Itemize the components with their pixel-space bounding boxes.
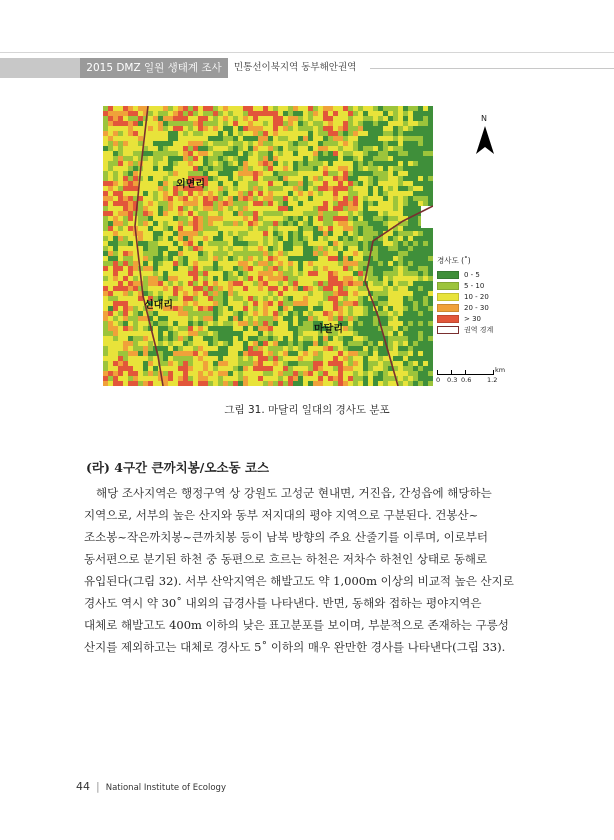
figure-caption: 그림 31. 마달리 일대의 경사도 분포 — [224, 404, 390, 416]
north-label: N — [481, 114, 487, 123]
scale-bar — [437, 366, 507, 386]
body-line: 조소봉~작은까치봉~큰까치봉 등이 남북 방향의 주요 산줄기를 이루며, 이로부터 — [84, 530, 488, 544]
body-line: 유입된다(그림 32). 서부 산악지역은 해발고도 약 1,000m 이상의 비교적 높은 산지로 — [84, 574, 514, 588]
place-label-sindae: 신대리 — [144, 300, 173, 311]
scale-label: 1.2 — [487, 376, 498, 384]
scale-tick — [465, 370, 466, 374]
body-paragraph — [84, 482, 532, 658]
body-line: 경사도 역시 약 30˚ 내외의 급경사를 나타낸다. 반면, 동해와 접하는 평야지역은 — [84, 596, 482, 610]
legend-item — [437, 302, 547, 313]
legend-swatch — [437, 271, 459, 279]
place-label-madal: 마달리 — [314, 324, 343, 335]
legend-item — [437, 291, 547, 302]
header-rule — [0, 52, 614, 53]
body-line: 해당 조사지역은 행정구역 상 강원도 고성군 현내면, 거진읍, 간성읍에 해당하는 — [96, 486, 492, 500]
legend-label: 5 - 10 — [464, 281, 485, 290]
map-legend — [437, 255, 547, 335]
page-number: 44 — [76, 780, 90, 793]
legend-item — [437, 280, 547, 291]
scale-unit: km — [495, 366, 506, 374]
legend-item — [437, 269, 547, 280]
header-lead-bar — [0, 58, 80, 78]
legend-item — [437, 313, 547, 324]
legend-item — [437, 324, 547, 335]
scale-label: 0.3 — [447, 376, 458, 384]
legend-swatch — [437, 304, 459, 312]
scale-tick — [451, 370, 452, 374]
legend-swatch — [437, 326, 459, 334]
place-label-oemyeon: 외면리 — [176, 179, 205, 190]
legend-label: 0 - 5 — [464, 270, 480, 279]
body-line: 동서편으로 분기된 하천 중 동편으로 흐르는 하천은 저차수 하천인 상태로 동해로 — [84, 552, 488, 566]
scale-label: 0.6 — [461, 376, 472, 384]
running-header — [0, 58, 614, 78]
slope-raster — [103, 106, 433, 386]
legend-label: > 30 — [464, 314, 481, 323]
header-tag: 2015 DMZ 일원 생태계 조사 — [80, 58, 228, 78]
body-line: 대체로 해발고도 400m 이하의 낮은 표고분포를 보이며, 부분적으로 존재하는 구릉성 — [84, 618, 509, 632]
scale-label: 0 — [436, 376, 441, 384]
legend-swatch — [437, 315, 459, 323]
body-line: 산지를 제외하고는 대체로 경사도 5˚ 이하의 매우 완만한 경사를 나타낸다(그림 33). — [84, 640, 506, 654]
section-heading: (라) 4구간 큰까치봉/오소동 코스 — [86, 460, 270, 475]
header-rule-tail — [370, 68, 614, 69]
legend-label: 10 - 20 — [464, 292, 489, 301]
legend-swatch — [437, 293, 459, 301]
legend-label: 20 - 30 — [464, 303, 489, 312]
slope-map — [103, 106, 433, 386]
legend-label: 권역 경계 — [464, 325, 494, 334]
footer-org: National Institute of Ecology — [105, 783, 226, 793]
body-line: 지역으로, 서부의 높은 산지와 동부 저지대의 평야 지역으로 구분된다. 건봉산~ — [84, 508, 479, 522]
header-subtitle: 민통선이북지역 동부해안권역 — [234, 62, 357, 73]
page-footer: 44 | National Institute of Ecology — [76, 780, 226, 793]
north-arrow-icon — [474, 114, 496, 158]
legend-title: 경사도 (˚) — [437, 256, 471, 265]
legend-swatch — [437, 282, 459, 290]
